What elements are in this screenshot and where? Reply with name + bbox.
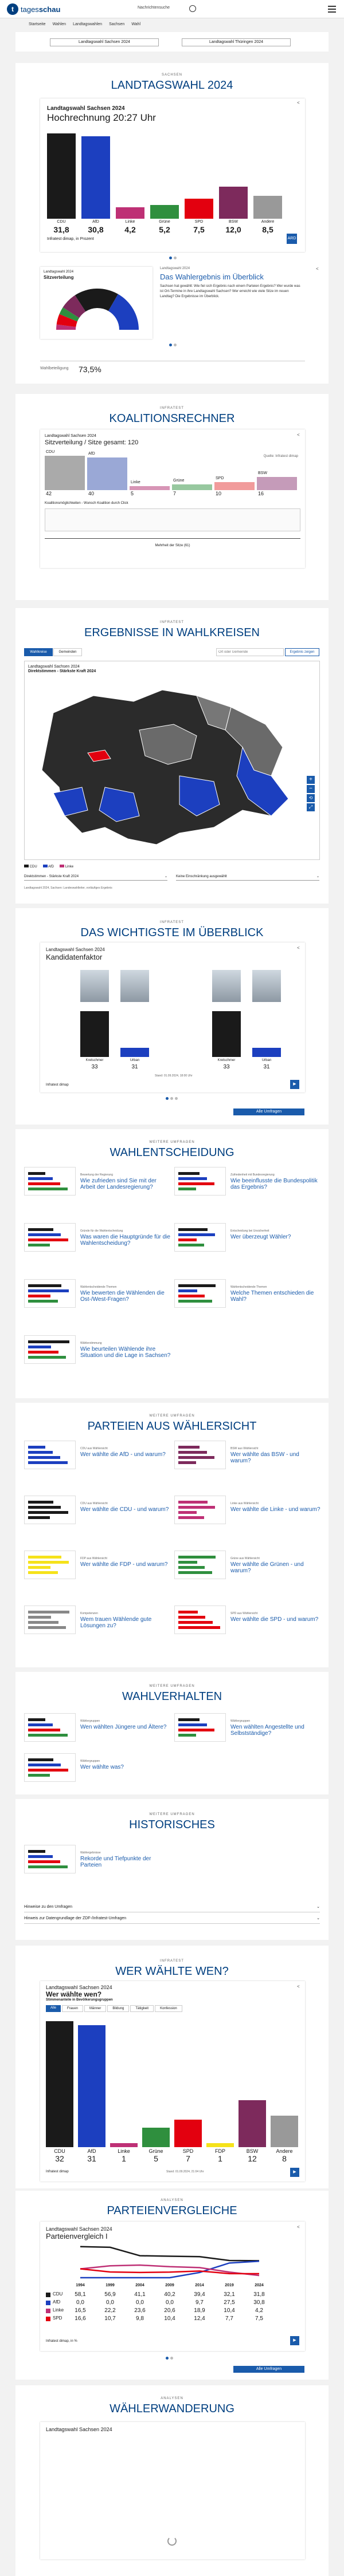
section-title: WER WÄHLTE WEN? — [115, 1965, 229, 1978]
bar-label: BSW — [246, 2148, 259, 2154]
bar-label: SPD — [194, 220, 204, 224]
ueberblick-section: INFRATEST DAS WICHTIGSTE IM ÜBERBLICK Landtagswahl Sachsen 2024 Kandidatenfaktor < Kretschmer 33 Urban 31 Kretschmer 33 Urban 31 Stand: 01.09.2024, 18:00 Uhr Infratest dimap ▶ Alle Umfragen — [15, 908, 329, 1125]
seat-count: 7 — [173, 491, 177, 496]
teaser-title[interactable]: Wie zufrieden sind Sie mit der Arbeit der Landesregierung? — [80, 1178, 157, 1190]
all-surveys-button[interactable]: Alle Umfragen — [233, 2366, 304, 2373]
section-title: DAS WICHTIGSTE IM ÜBERBLICK — [80, 926, 264, 939]
party-name: AfD — [53, 2299, 61, 2305]
section-title: WAHLENTSCHEIDUNG — [110, 1146, 234, 1159]
breadcrumb-item[interactable]: Wahl — [131, 22, 141, 26]
tab-wahlkreise[interactable]: Wahlkreise — [24, 648, 53, 656]
bar-label: Andere — [261, 220, 275, 224]
tab-tätigkeit[interactable]: Tätigkeit — [130, 2005, 154, 2012]
seat-count: 42 — [46, 491, 52, 496]
table-cell: 22,2 — [104, 2307, 116, 2314]
teaser-kicker: Grüne aus Wählersicht — [230, 1557, 260, 1560]
menu-icon[interactable] — [328, 6, 336, 14]
teaser-title[interactable]: Wem trauen Wählende gute Lösungen zu? — [80, 1616, 152, 1629]
coalition-calculator: Landtagswahl Sachsen 2024 Sitzverteilung / Sitze gesamt: 120 < Quelle: Infratest dimap CDU 42 AfD 40 Linke 5 Grüne 7 SPD 10 BSW 16 Koalitionsmöglichkeiten - Wunsch Koalition durch Click Mehrheit der Sitze (61) — [40, 429, 305, 568]
table-cell: 7,5 — [255, 2315, 263, 2322]
bar-label: BSW — [229, 220, 238, 224]
bar-label: Grüne — [148, 2148, 163, 2154]
breadcrumb-item[interactable]: Landtagswahlen — [73, 22, 103, 26]
bar — [46, 2021, 73, 2147]
teaser-thumbnail — [174, 1279, 226, 1308]
teaser-kicker: Bewertung der Regierung — [80, 1173, 113, 1177]
bar-label: Grüne — [159, 220, 170, 224]
teaser-title[interactable]: Wer wählte die Linke - und warum? — [230, 1506, 320, 1513]
legend-swatch — [46, 2317, 50, 2321]
legend-swatch — [46, 2301, 50, 2305]
year-label: 1999 — [105, 2283, 115, 2287]
candidate-value: 33 — [223, 1064, 230, 1070]
section-title: HISTORISCHES — [129, 1818, 215, 1831]
bar-label: FDP — [215, 2148, 225, 2154]
teaser-title[interactable]: Wie bewerten die Wählenden die Ost-/West-Fragen? — [80, 1290, 165, 1303]
teaser-title[interactable]: Welche Themen entschieden die Wahl? — [230, 1290, 314, 1303]
seat-bar-label: CDU — [46, 450, 55, 454]
table-cell: 30,8 — [253, 2299, 265, 2306]
teaser-item[interactable] — [174, 1279, 322, 1332]
teaser-title[interactable]: Wer wählte die CDU - und warum? — [80, 1506, 169, 1513]
teaser-kicker: FDP aus Wählersicht — [80, 1557, 107, 1560]
coalition-drop-area[interactable] — [45, 508, 300, 531]
bar-label: Andere — [276, 2148, 293, 2154]
wahlentscheidung-section: WEITERE UMFRAGEN WAHLENTSCHEIDUNG Bewertung der Regierung Wie zufrieden sind Sie mit der Arbeit der Landesregierung? Zufriedenheit mit Bundesregierung Wie beeinflusste die Bundespolitik das Ergebnis? Gründe für die Wahlentscheidung Was waren die Hauptgründe für die Wahlentscheidung? Entscheidung bei Unsicherheit Wer überzeugt Wähler? Wahlentscheidende Themen Wie bewerten die Wählenden die Ost-/West-Fragen? Wahlentscheidende Themen Welche Themen entschieden die Wahl? Wählerstimmung Wie beurteilen Wählende ihre Situation und die Lage in Sachsen? — [15, 1129, 329, 1398]
bar-label: AfD — [92, 220, 99, 224]
bar — [206, 2143, 234, 2147]
seat-count: 40 — [88, 491, 95, 496]
party-name: Linke — [53, 2307, 64, 2313]
table-cell: 0,0 — [76, 2299, 84, 2306]
party-name: SPD — [53, 2315, 62, 2321]
teaser-kicker: Entscheidung bei Unsicherheit — [230, 1229, 269, 1233]
teaser-item[interactable] — [24, 1223, 172, 1276]
bar — [271, 2116, 298, 2147]
tab-männer[interactable]: Männer — [84, 2005, 106, 2012]
bar — [47, 133, 76, 219]
teaser-item[interactable] — [24, 1605, 172, 1657]
bar — [116, 207, 144, 219]
share-icon[interactable]: < — [297, 432, 300, 437]
bar-value: 31,8 — [53, 225, 69, 234]
table-cell: 9,8 — [136, 2315, 144, 2322]
table-cell: 58,1 — [75, 2291, 86, 2298]
seat-bar-label: Linke — [131, 480, 140, 484]
candidate-name: Kretschmer — [217, 1059, 236, 1062]
zoom-in-icon[interactable]: + — [307, 776, 315, 784]
teaser-item[interactable] — [24, 1279, 172, 1332]
teaser-thumbnail — [174, 1496, 226, 1524]
table-cell: 16,5 — [75, 2307, 86, 2314]
breadcrumb-item[interactable]: Startseite — [29, 22, 46, 26]
site-header — [0, 0, 344, 18]
loading-spinner-icon — [167, 2536, 177, 2546]
share-icon[interactable]: < — [297, 2224, 300, 2230]
bar-value: 30,8 — [88, 225, 104, 234]
table-cell: 23,6 — [134, 2307, 146, 2314]
bar — [80, 1011, 109, 1057]
bar-chart-area — [40, 1981, 305, 2181]
table-cell: 0,0 — [166, 2299, 174, 2306]
teaser-item[interactable] — [24, 1496, 172, 1547]
landtagswahl-section: SACHSEN LANDTAGSWAHL 2024 Landtagswahl Sachsen 2024 Hochrechnung 20:27 Uhr < CDU 31,8 AfD 30,8 Linke 4,2 Grüne 5,2 SPD 7,5 BSW 12,0 Andere 8,5 Infratest dimap, in Prozent ARD Landtagswahl 2024 Sitzverteilung Landtagswahl 2024 Das Wahlergebnis im Überblick Sachsen hat gewählt: Wie fiel sich Ergebnis nach einem Parteien Ergebnis? Wer wurde was ist Ort-Termine in ihre Landtagswahl Sachsen? Wer erreicht wie viele Sitze im neuen Landtag? Die Ergebnisse im Überblick. < Wahlbeteiligung 73,5% — [15, 63, 329, 384]
candidate-name: Urban — [130, 1059, 140, 1062]
ard-logo: ▶ — [290, 2336, 299, 2345]
majority-label: Mehrheit der Sitze (61) — [155, 544, 190, 547]
election-tabs — [15, 32, 329, 52]
bar-label: Linke — [125, 220, 135, 224]
search-input[interactable] — [216, 648, 284, 656]
chevron-down-icon: ⌄ — [316, 1905, 320, 1909]
table-cell: 39,4 — [194, 2291, 205, 2298]
bar-label: Linke — [118, 2148, 130, 2154]
teaser-item[interactable] — [174, 1713, 322, 1750]
teaser-thumbnail — [24, 1335, 76, 1364]
bar — [150, 205, 179, 219]
section-title: PARTEIENVERGLEICHE — [107, 2204, 237, 2217]
seat-bar-label: BSW — [258, 471, 267, 476]
logo-icon: t — [7, 3, 18, 15]
teaser-thumbnail — [174, 1167, 226, 1196]
year-label: 2019 — [225, 2283, 234, 2287]
map-controls — [307, 776, 315, 811]
sitzverteilung-card[interactable]: Landtagswahl 2024 Sitzverteilung — [40, 267, 153, 339]
seat-bar[interactable] — [130, 486, 170, 490]
year-label: 2009 — [165, 2283, 174, 2287]
breadcrumb — [0, 19, 344, 29]
teaser-title[interactable]: Rekorde und Tiefpunkte der Parteien — [80, 1856, 151, 1868]
tab-alle[interactable]: Alle — [46, 2005, 61, 2012]
ard-logo: ARD — [287, 234, 297, 244]
bar-value: 12 — [248, 2154, 257, 2163]
teaser-item[interactable] — [24, 1753, 172, 1790]
teaser-title[interactable]: Wie beeinflusste die Bundespolitik das Ergebnis? — [230, 1178, 318, 1190]
teaser-title[interactable]: Wer wählte das BSW - und warum? — [230, 1451, 299, 1464]
teaser-thumbnail — [24, 1713, 76, 1742]
bar — [81, 136, 110, 219]
year-label: 2014 — [195, 2283, 204, 2287]
teaser-title[interactable]: Wer wählte die FDP - und warum? — [80, 1561, 168, 1568]
section-title: WAHLVERHALTEN — [122, 1690, 222, 1703]
teaser-kicker: Linke aus Wählersicht — [230, 1502, 259, 1505]
year-label: 2004 — [135, 2283, 144, 2287]
bar-label: SPD — [182, 2148, 194, 2154]
seat-count: 5 — [131, 491, 134, 496]
fullscreen-icon[interactable]: ⤢ — [307, 803, 315, 811]
seat-bar[interactable] — [45, 456, 85, 490]
seat-bar-label: SPD — [216, 476, 224, 480]
bar-value: 7,5 — [193, 225, 205, 234]
teaser-title[interactable]: Wer wählte die AfD - und warum? — [80, 1451, 166, 1458]
share-icon[interactable]: < — [297, 100, 300, 105]
historisches-section: WEITERE UMFRAGEN HISTORISCHES Wahlergebnisse Rekorde und Tiefpunkte der Parteien Hinweise zu den Umfragen ⌄ Hinweis zur Datengrundlage der ZDF-/Infratest-Umfragen ⌄ — [15, 1799, 329, 1940]
teaser-kicker: CDU aus Wählersicht — [80, 1447, 108, 1450]
parteienvergleich-chart: Landtagswahl Sachsen 2024 Parteienvergleich I < 1994 1999 2004 2009 2014 2019 2024 CDU 58,1 56,9 41,1 40,2 39,4 32,1 31,8 AfD 0,0 0,0 0,0 0,0 9,7 27,5 30,8 Linke 16,5 22,2 23,6 20,6 18,9 10,4 4,2 SPD 16,6 10,7 9,8 10,4 12,4 7,7 7,5 Infratest dimap, in % ▶ — [40, 2222, 305, 2351]
year-label: 2024 — [255, 2283, 264, 2287]
teaser-kicker: SPD aus Wählersicht — [230, 1612, 258, 1615]
wer-waehlte-wen-section: INFRATEST WER WÄHLTE WEN? Landtagswahl Sachsen 2024 Wer wählte wen? Stimmenanteile in Bevölkerungsgruppen < Alle Frauen Männer Bildung Tätigkeit Konfession CDU 32 AfD 31 Linke 1 Grüne 5 SPD 7 FDP 1 BSW 12 Andere 8 Infratest dimap Stand: 01.09.2024, 21:04 Uhr ▶ — [15, 1946, 329, 2188]
table-cell: 31,8 — [253, 2291, 265, 2298]
share-icon[interactable]: < — [297, 1984, 300, 1989]
teaser-thumbnail — [24, 1167, 76, 1196]
table-cell: 0,0 — [136, 2299, 144, 2306]
section-title: PARTEIEN AUS WÄHLERSICHT — [87, 1420, 257, 1433]
all-surveys-button[interactable]: Alle Umfragen — [233, 1108, 304, 1115]
map-filter-select[interactable]: Keine Einschränkung ausgewählt ⌄ — [176, 873, 319, 881]
hint-accordion[interactable]: Hinweis zur Datengrundlage der ZDF-/Infratest-Umfragen ⌄ — [24, 1914, 320, 1924]
teaser-item[interactable] — [24, 1845, 172, 1881]
ard-logo: ▶ — [290, 2168, 299, 2177]
wahlverhalten-section: WEITERE UMFRAGEN WAHLVERHALTEN Wählergruppen Wen wählten Jüngere und Ältere? Wählergruppen Wen wählten Angestellte und Selbstständige? Wählergruppen Wer wählte was? — [15, 1672, 329, 1794]
candidate-chart — [40, 942, 305, 1092]
search-button[interactable]: Ergebnis zeigen — [285, 648, 319, 656]
teaser-title[interactable]: Wer wählte die SPD - und warum? — [230, 1616, 319, 1623]
seat-bar[interactable] — [257, 477, 297, 490]
candidate-photo — [252, 970, 281, 1002]
teaser-kicker: CDU aus Wählersicht — [80, 1502, 108, 1505]
search-link[interactable]: Nachrichtensuche — [138, 6, 170, 10]
bar-value: 12,0 — [225, 225, 241, 234]
breadcrumb-item[interactable]: Sachsen — [109, 22, 125, 26]
tab-gemeinden[interactable]: Gemeinden — [53, 648, 82, 656]
seat-bar[interactable] — [87, 457, 127, 490]
teaser-title[interactable]: Wer wählte was? — [80, 1764, 124, 1770]
party-name: CDU — [53, 2291, 63, 2297]
bar — [120, 1048, 149, 1057]
chart-footer: Infratest dimap, in Prozent — [47, 237, 94, 241]
teaser-kicker: Zufriedenheit mit Bundesregierung — [230, 1173, 275, 1177]
table-cell: 27,5 — [224, 2299, 235, 2306]
share-icon[interactable]: < — [316, 266, 319, 271]
teaser-kicker: Wahlentscheidende Themen — [230, 1285, 267, 1289]
teaser-thumbnail — [24, 1605, 76, 1634]
ard-logo: ▶ — [290, 1080, 299, 1089]
seat-bars[interactable] — [40, 429, 305, 498]
teaser-kicker: Gründe für die Wahlentscheidung — [80, 1229, 123, 1233]
bar — [185, 199, 213, 219]
bar-value: 4,2 — [124, 225, 136, 234]
teaser-kicker: BSW aus Wählersicht — [230, 1447, 259, 1450]
teaser-item[interactable] — [24, 1441, 172, 1492]
turnout-label: Wahlbeteiligung — [40, 366, 69, 370]
teaser-thumbnail — [24, 1845, 76, 1873]
teaser-item[interactable] — [24, 1167, 172, 1220]
reset-icon[interactable]: ⟲ — [307, 794, 315, 802]
teaser-title[interactable]: Das Wahlergebnis im Überblick — [160, 273, 264, 281]
teaser-item[interactable] — [174, 1441, 322, 1492]
teaser-thumbnail — [24, 1551, 76, 1579]
wer-waehlte-chart: Landtagswahl Sachsen 2024 Wer wählte wen? Stimmenanteile in Bevölkerungsgruppen < Alle Frauen Männer Bildung Tätigkeit Konfession CDU 32 AfD 31 Linke 1 Grüne 5 SPD 7 FDP 1 BSW 12 Andere 8 Infratest dimap Stand: 01.09.2024, 21:04 Uhr ▶ — [40, 1981, 305, 2181]
teaser-thumbnail — [174, 1551, 226, 1579]
parteienvergleiche-section: ANALYSEN PARTEIENVERGLEICHE Landtagswahl Sachsen 2024 Parteienvergleich I < 1994 1999 2004 2009 2014 2019 2024 CDU 58,1 56,9 41,1 40,2 39,4 32,1 31,8 AfD 0,0 0,0 0,0 0,0 9,7 27,5 30,8 Linke 16,5 22,2 23,6 20,6 18,9 10,4 4,2 SPD 16,6 10,7 9,8 10,4 12,4 7,7 7,5 Infratest dimap, in % ▶ Alle Umfragen — [15, 2191, 329, 2380]
table-cell: 41,1 — [134, 2291, 146, 2298]
bar-chart-area — [40, 98, 305, 252]
tab-konfession[interactable]: Konfession — [155, 2005, 182, 2012]
table-cell: 32,1 — [224, 2291, 235, 2298]
teaser-thumbnail — [24, 1223, 76, 1252]
bar — [212, 1011, 241, 1057]
table-cell: 18,9 — [194, 2307, 205, 2314]
kandidatenfaktor-card: Landtagswahl Sachsen 2024 Kandidatenfaktor < Kretschmer 33 Urban 31 Kretschmer 33 Urban 31 Stand: 01.09.2024, 18:00 Uhr Infratest dimap ▶ — [40, 942, 305, 1092]
candidate-name: Urban — [261, 1059, 272, 1062]
teaser-title[interactable]: Wer überzeugt Wähler? — [230, 1234, 291, 1240]
table-cell: 4,2 — [255, 2307, 263, 2314]
carousel-dots[interactable] — [169, 257, 177, 259]
breadcrumb-item[interactable]: Wahlen — [52, 22, 67, 26]
teaser-kicker: Wählergruppen — [230, 1719, 251, 1723]
teaser-item[interactable] — [174, 1223, 322, 1276]
table-cell: 10,4 — [224, 2307, 235, 2314]
table-cell: 7,7 — [225, 2315, 233, 2322]
teaser-thumbnail — [24, 1753, 76, 1782]
waehlerwanderung-section: ANALYSEN WÄHLERWANDERUNG Landtagswahl Sachsen 2024 — [15, 2385, 329, 2576]
table-cell: 9,7 — [196, 2299, 204, 2306]
teaser-thumbnail — [174, 1223, 226, 1252]
bar-value: 5,2 — [159, 225, 170, 234]
year-label: 1994 — [76, 2283, 85, 2287]
turnout-value: 73,5% — [79, 365, 101, 374]
teaser-kicker: Wahlentscheidende Themen — [80, 1285, 117, 1289]
teaser-kicker: Wählerstimmung — [80, 1342, 102, 1345]
bar-value: 5 — [154, 2154, 158, 2163]
hochrechnung-chart — [40, 98, 305, 252]
teaser-thumbnail — [174, 1605, 226, 1634]
seat-count: 16 — [258, 491, 264, 496]
chevron-down-icon: ⌄ — [316, 1916, 320, 1920]
table-cell: 0,0 — [106, 2299, 114, 2306]
seat-arc-chart — [50, 279, 144, 334]
bar — [239, 2100, 266, 2148]
map-container[interactable]: Landtagswahl Sachsen 2024 Direktstimmen - Stärkste Kraft 2024 + − ⟲ ⤢ — [24, 661, 320, 860]
teaser-item[interactable] — [174, 1496, 322, 1547]
table-cell: 10,7 — [104, 2315, 116, 2322]
section-title: WÄHLERWANDERUNG — [110, 2403, 234, 2415]
bar — [78, 2025, 105, 2147]
teaser-thumbnail — [174, 1441, 226, 1469]
chart-title: Landtagswahl Sachsen 2024 — [47, 105, 125, 112]
seat-bar-label: Grüne — [173, 479, 185, 483]
bar-value: 8,5 — [262, 225, 273, 234]
bar-value: 32 — [55, 2154, 64, 2163]
carousel-dots[interactable] — [166, 2357, 173, 2360]
teaser-thumbnail — [24, 1279, 76, 1308]
candidate-photo — [120, 970, 149, 1002]
logo[interactable]: t tagesschau — [7, 3, 60, 15]
bar-label: CDU — [54, 2148, 65, 2154]
tab-sachsen[interactable]: Landtagswahl Sachsen 2024 — [50, 38, 159, 46]
bar — [142, 2128, 170, 2147]
teaser-kicker: Wählergruppen — [80, 1719, 100, 1723]
bar-value: 1 — [218, 2154, 222, 2163]
candidate-value: 31 — [263, 1064, 270, 1070]
tab-thueringen[interactable]: Landtagswahl Thüringen 2024 — [182, 38, 291, 46]
seat-bar-label: AfD — [88, 451, 95, 456]
teaser-kicker: Wahlergebnisse — [80, 1851, 101, 1855]
bar — [174, 2120, 202, 2147]
candidate-value: 31 — [131, 1064, 138, 1070]
candidate-photo — [212, 970, 241, 1002]
section-title: ERGEBNISSE IN WAHLKREISEN — [84, 626, 260, 639]
bar-value: 8 — [282, 2154, 287, 2163]
table-cell: 10,4 — [164, 2315, 175, 2322]
bar-value: 7 — [186, 2154, 190, 2163]
carousel-dots[interactable] — [169, 344, 177, 346]
koalitionsrechner-section: INFRATEST KOALITIONSRECHNER Landtagswahl Sachsen 2024 Sitzverteilung / Sitze gesamt: 120 < Quelle: Infratest dimap CDU 42 AfD 40 Linke 5 Grüne 7 SPD 10 BSW 16 Koalitionsmöglichkeiten - Wunsch Koalition durch Click Mehrheit der Sitze (61) — [15, 394, 329, 600]
teaser-item[interactable] — [24, 1335, 172, 1388]
candidate-photo — [80, 970, 109, 1002]
teaser-kicker: Kompetenzen — [80, 1612, 98, 1615]
seat-count: 10 — [216, 491, 222, 496]
chart-subtitle: Hochrechnung 20:27 Uhr — [47, 112, 156, 123]
table-cell: 16,6 — [75, 2315, 86, 2322]
teaser-kicker: Wählergruppen — [80, 1760, 100, 1763]
table-cell: 40,2 — [164, 2291, 175, 2298]
teaser-title[interactable]: Wen wählten Jüngere und Ältere? — [80, 1724, 167, 1730]
teaser-title[interactable]: Was waren die Hauptgründe für die Wahlentscheidung? — [80, 1234, 170, 1246]
section-title: KOALITIONSRECHNER — [109, 412, 235, 425]
teaser-item[interactable] — [174, 1167, 322, 1220]
section-title: LANDTAGSWAHL 2024 — [111, 79, 233, 92]
candidate-value: 33 — [91, 1064, 98, 1070]
map-variable-select[interactable]: Direktstimmen - Stärkste Kraft 2024 ⌄ — [24, 873, 167, 881]
bar-label: AfD — [87, 2148, 96, 2154]
map-legend: CDU AfD Linke — [24, 865, 73, 869]
waehlerwanderung-chart: Landtagswahl Sachsen 2024 — [40, 2422, 305, 2559]
teaser-thumbnail — [174, 1713, 226, 1742]
teaser-thumbnail — [24, 1441, 76, 1469]
table-cell: 20,6 — [164, 2307, 175, 2314]
table-cell: 56,9 — [104, 2291, 116, 2298]
dark-mode-icon[interactable] — [189, 5, 196, 12]
bar — [253, 196, 282, 219]
carousel-dots[interactable] — [166, 1097, 178, 1100]
hint-accordion[interactable]: Hinweise zu den Umfragen ⌄ — [24, 1902, 320, 1912]
parteien-section: WEITERE UMFRAGEN PARTEIEN AUS WÄHLERSICHT CDU aus Wählersicht Wer wählte die AfD - und warum? BSW aus Wählersicht Wer wählte das BSW - und warum? CDU aus Wählersicht Wer wählte die CDU - und warum? Linke aus Wählersicht Wer wählte die Linke - und warum? FDP aus Wählersicht Wer wählte die FDP - und warum? Grüne aus Wählersicht Wer wählte die Grünen - und warum? Kompetenzen Wem trauen Wählende gute Lösungen zu? SPD aus Wählersicht Wer wählte die SPD - und warum? — [15, 1403, 329, 1667]
table-cell: 12,4 — [194, 2315, 205, 2322]
teaser-item[interactable] — [24, 1713, 172, 1750]
bar — [252, 1048, 281, 1057]
section-kicker: SACHSEN — [161, 73, 182, 77]
comparison-table — [40, 2222, 305, 2351]
zoom-out-icon[interactable]: − — [307, 785, 315, 793]
share-icon[interactable]: < — [297, 945, 300, 950]
bar — [219, 187, 248, 219]
candidate-name: Kretschmer — [85, 1059, 104, 1062]
bar-label: CDU — [57, 220, 66, 224]
seat-bar[interactable] — [172, 484, 212, 490]
teaser-title[interactable]: Wer wählte die Grünen - und warum? — [230, 1561, 304, 1574]
saxony-map[interactable] — [25, 661, 320, 861]
legend-swatch — [46, 2293, 50, 2297]
seat-bar[interactable] — [214, 482, 255, 490]
tab-frauen[interactable]: Frauen — [62, 2005, 83, 2012]
bar — [110, 2143, 138, 2147]
bar-value: 31 — [87, 2154, 96, 2163]
teaser-item[interactable] — [24, 1551, 172, 1602]
legend-swatch — [46, 2309, 50, 2313]
wahlkreise-section: INFRATEST ERGEBNISSE IN WAHLKREISEN Wahlkreise Gemeinden Ort oder Gemeinde Ergebnis zeigen Landtagswahl Sachsen 2024 Direktstimmen - Stärkste Kraft 2024 + − ⟲ ⤢ CDU AfD Linke Direktstimmen - Stärkste Kraft 2024 ⌄ Keine Einschränkung ausgewählt ⌄ Landtagswahl 2024, Sachsen: Landeswahlleiter, vorläufiges Ergebnis — [15, 608, 329, 904]
teaser-title[interactable]: Wen wählten Angestellte und Selbstständige? — [230, 1724, 304, 1737]
teaser-item[interactable] — [174, 1551, 322, 1602]
teaser-thumbnail — [24, 1496, 76, 1524]
bar-value: 1 — [122, 2154, 126, 2163]
teaser-item[interactable] — [174, 1605, 322, 1657]
teaser-title[interactable]: Wie beurteilen Wählende ihre Situation und die Lage in Sachsen? — [80, 1346, 171, 1359]
tab-bildung[interactable]: Bildung — [107, 2005, 129, 2012]
